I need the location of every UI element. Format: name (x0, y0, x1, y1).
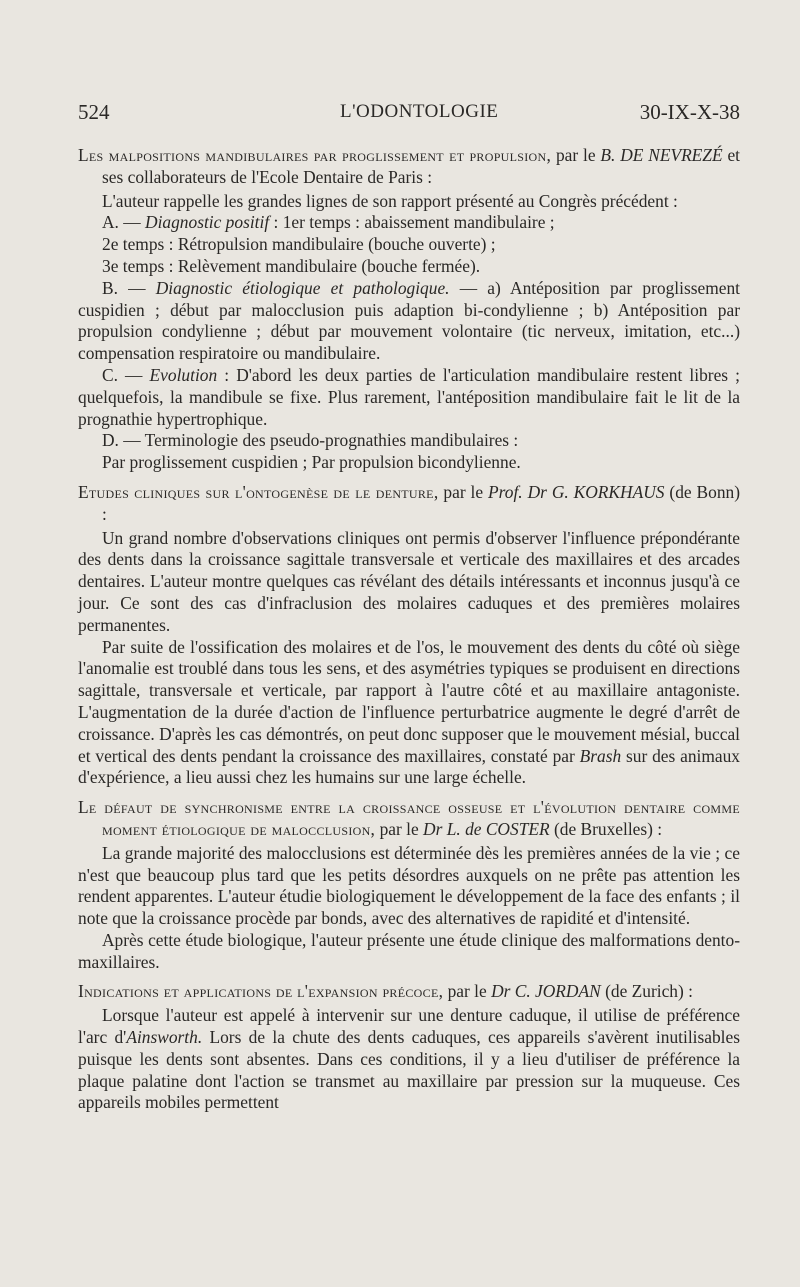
section-2-paragraph-1: Un grand nombre d'observations cliniques ont permis d'observer l'influence prépondérante des dents dans la croissance sagittale transversale et verticale des maxillaires et des arcades dentaires. L'auteur montre quelques cas révélant des détails intéressants et inconnus jusqu'à ce jour. Ce sont des cas d'infraclusion des molaires caduques et des premières molaires permanentes. (78, 527, 740, 635)
section-1-item-d: D. — Terminologie des pseudo-prognathies mandibulaires : (102, 430, 519, 451)
section-1-item-d2: Par proglissement cuspidien ; Par propulsion bicondylienne. (102, 452, 521, 473)
section-1-intro: L'auteur rappelle les grandes lignes de son rapport présenté au Congrès précédent : (102, 190, 678, 211)
section-1-heading: Les malpositions mandibulaires par proglissement et propulsion, par le B. DE NEVREZÉ et ses collaborateurs de l'Ecole Dentaire de Paris : (78, 145, 741, 187)
section-4-heading: Indications et applications de l'expansion précoce, par le Dr C. JORDAN (de Zurich) : (78, 981, 693, 1002)
section-3-paragraph-1: La grande majorité des malocclusions est déterminée dès les premières années de la vie ; ce n'est que beaucoup plus tard que les petits désordres auxquels on ne prête pas attention les rendent apparentes. L'auteur étudie biologiquement le développement de la face des enfants ; il note que la croissance procède par bonds, avec des alternatives de rapidité et d'intensité. (78, 842, 740, 929)
section-3-heading: Le défaut de synchronisme entre la croissance osseuse et l'évolution dentaire comme moment étiologique de malocclusion, par le Dr L. de COSTER (de Bruxelles) : (78, 797, 740, 839)
section-4-paragraph-1: Lorsque l'auteur est appelé à intervenir sur une denture caduque, il utilise de préférence l'arc d'Ainsworth. Lors de la chute des dents caduques, ces appareils s'avèrent inutilisables puisque les dents sont absentes. Dans ces conditions, il y a lieu d'utiliser de préférence la plaque palatine dont l'action se transmet au maxillaire par pression sur la muqueuse. Ces appareils mobiles permettent (78, 1005, 740, 1113)
section-2-heading: Etudes cliniques sur l'ontogenèse de le denture, par le Prof. Dr G. KORKHAUS (de Bonn) : (78, 481, 741, 524)
section-1-item-a2: 2e temps : Rétropulsion mandibulaire (bouche ouverte) ; (102, 234, 496, 255)
article-body (78, 145, 740, 1114)
section-3-paragraph-2: Après cette étude biologique, l'auteur présente une étude clinique des malformations dento-maxillaires. (78, 929, 740, 972)
section-1-item-a: A. — Diagnostic positif : 1er temps : abaissement mandibulaire ; (102, 212, 555, 233)
page-number: 524 (78, 100, 110, 124)
section-1-item-a3: 3e temps : Relèvement mandibulaire (bouche fermée). (102, 255, 481, 276)
section-2-paragraph-2: Par suite de l'ossification des molaires et de l'os, le mouvement des dents du côté où siège l'anomalie est troublé dans tous les sens, et des asymétries typiques se produisent en directions sagittale, transversale et verticale, par rapport à l'autre côté et au maxillaire antagoniste. L'augmentation de la durée d'action de l'influence perturbatrice augmente le degré d'arrêt de croissance. D'après les cas démontrés, on peut donc supposer que le mouvement mésial, buccal et vertical des dents pendant la croissance des maxillaires, constaté par Brash sur des animaux d'expérience, a lieu aussi chez les humains sur une large échelle. (78, 636, 740, 788)
running-title: L'ODONTOLOGIE (340, 101, 499, 122)
section-1-item-c: C. — Evolution : D'abord les deux parties de l'articulation mandibulaire restent libres ; quelquefois, la mandibule se fixe. Plus rarement, l'antéposition mandibulaire fait le lit de la prognathie hypertrophique. (78, 364, 740, 429)
page-header (78, 100, 740, 130)
section-1-item-b: B. — Diagnostic étiologique et pathologique. — a) Antéposition par proglissement cuspidien ; début par malocclusion puis adaption bi-condylienne ; b) Antéposition par propulsion condylienne ; début par mouvement volontaire (tic nerveux, imitation, etc...) compensation respiratoire ou mandibulaire. (78, 277, 740, 364)
issue-date: 30-IX-X-38 (639, 100, 740, 124)
